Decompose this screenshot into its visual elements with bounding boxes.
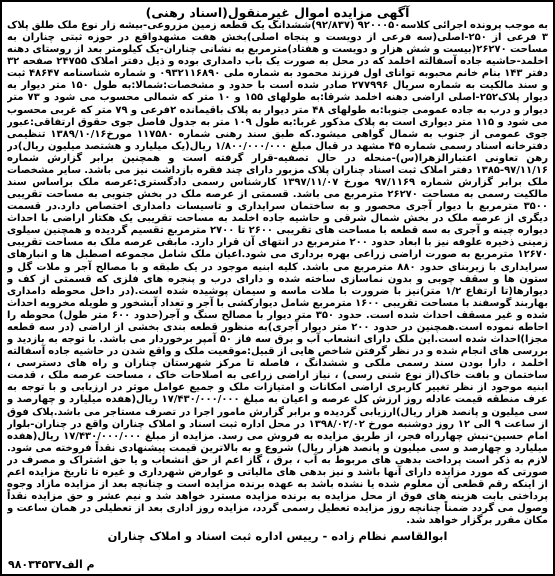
notice-body: به موجب پرونده اجرائی کلاسه۹۲۰۰۰۵۰ (۹۲/۸۳۷)ششدانگ یک قطعه زمین مزروعی-بیشه زار نوع ملک طلق پلاک ۳ فرعی از ۲۵۰-اصلی(سه فرعی از دویست و پنجاه اصلی)بخش هفت مشهدواقع در حوزه ثبتی چناران به مساحت ۲۶۲۷۰(بیست و شش هزار و دویست و هفتاد)مترمربع به نشانی چناران-یک کیلومتر بعد از روستای دهنه اخلمد-حاشیه جاده آسفالته اخلمد که در محل به صورت یک باب دامداری بوده و ذیل دفتر املاک ۲۴۷۵۵ صفحه ۳۲ دفتر ۱۴۳ بنام خانم محبوبه توانای اول فرزند محمود به شماره ملی ۰۹۳۲۱۱۶۸۹۰ و شماره شناسنامه ۴۸۶۴۷ ثبت و سند مالکیت به شماره سریال ۲۷۷۹۹۶ صادر شده است با حدود و مشخصات:شمالا:به طول ۱۵۰ متر دیوار به دیوار پلاک۲۵۲-اصلی اراضی دهنه اخلمد شرقا:به طولهای ۱۵۵ و ۱۰ متر که شمالی محسوب می شود و ۷۳ متر دیوار و درب به جاده عمومی جنوبا:به طولهای ۴۸ متر دیوار به پلاک باقیمانده ۲فرعی و ۷۹ متر که غربی محسوب می شود و ۱۱۵ متر دیواری است به پلاک مذکور غربا:به طول ۱۰۹ متر به جدول فاصل جوی حقوق ارتفاقی:عبور جوی عمومی از جنوب به شمال گواهی میشود.که طبق سند رهنی شماره ۱۱۷۵۸۰ مورخ۱۳۸۹/۱۰/۱۶ تنظیمی دفترخانه اسناد رسمی شماره ۴۵ مشهد در قبال مبلغ ۱/۸۰۰/۰۰۰/۰۰۰ ریال(یک میلیارد و هشتصد میلیون ریال)در رهن تعاونی اعتبارالزهرا(س)-منحله در حال تصفیه-قرار گرفته است و همچنین برابر گزارش شماره ۹۷/۱۱/۱۶-۱۳۸۵ دفتر املاک ثبت اسناد چناران پلاک مزبور دارای چند فقره بازداشت نیز می باشد. سایر مشخصات ملک برابر گزارش شماره ۹۷/۱۱۶۹ مورخ ۱۳۹۷/۱۱/۰۷ کارشناس رسمی دادگستری:عرصه ملک براساس سند مالکیت رسمی به مساحت ۲۶۲۷۰ مترمربع می باشد. قسمتی از عرصه ملک در بخش جنوبی به مساحت تقریبی ۳۵۰۰ مترمربع با دیوار آجری محصور و به ساختمان سرایداری و تاسیسات دامداری اختصاص دارد.در قسمت دیگری از عرصه ملک در بخش شمال شرقی و حاشیه جاده اخلمد به مساحت تقریبی یک هکتار اراضی با احداث دیواره چینه و آجری به سه قطعه با مساحت های تقریبی ۲۶۰۰ تا ۲۷۰۰ مترمربع تقسیم گردیده و همچنین سیلوی زمینی ذخیره علوفه نیز با ابعاد حدود ۲۰۰ مترمربع در انتهای آن قرار دارد. مابقی عرصه ملک به مساحت تقریبی ۱۲۶۷۰ مترمربع به صورت اراضی زراعی بهره برداری می شود.اعیان ملک شامل مجموعه اصطبل ها و انبارهای سرایداری با زیربنای حدود ۸۸۰ مترمربع می باشد. کلیه ابنیه موجود در یک طبقه و با مصالح آجر و ملات گل و ستون ها و سقف چوبی و بدون نماسازی ساخته شده و دارای درب و پنجره های فلزی که قسمتی از کف و دیوارها(تا ارتفاع ۱/۲ متر)نیز با ضرورت با ملات ماسه و سیمان پوشیده شده است.(در داخل محوطه دامداری بهاربند گوسفند با مساحت تقریبی ۱۶۰۰ مترمربع شامل دیوارکشی با آجر و تعداد آبشخور و طویله مخروبه احداث شده و غیر مسقف احداث شده است. حدود ۳۵۰ متر دیوار با مصالح سنگ و آجر(حدود ۶۰۰ متر طول) محوطه را احاطه نموده است.همچنین در حدود ۲۰۰ متر دیوار آجری)به منظور قطعه بندی بخشی از اراضی (در سه قطعه مجزا)احداث شده است.این ملک دارای انشعاب آب و برق سه فاز ۵۰ آمپر برخوردار می باشد. با توجه به بازدید و بررسی های انجام شده و در نظر گرفتن شاخص هایی از قبیل:موقعیت ملک و واقع شدن در حاشیه جاده آسفالته اخلمد ، دارا بودن سند رسمی ملکی و ششدانگ ، فاصله تا مرکز شهرستان چناران و راه های دسترسی ، ساختمان و بافت خاک(از نوع شنی رسی) ، نیاز اراضی زراعی به اصلاحات خاک ، مساحت عرصه ملک ، قدمت ابنیه موجود از نظر تغییر کاربری اراضی امکانات و امتیازات ملک و جمیع عوامل موثر در ارزیابی و با توجه به عرف منطقه قیمت عادله روز ارزش کل عرصه و اعیان به مبلغ ۱۷/۴۳۰/۰۰۰/۰۰۰ ریال(هفده میلیارد و چهارصد و سی میلیون و پانصد هزار ریال)ارزیابی گردیده و برابر گزارش مامور اجرا در تصرف مستاجر می باشد.پلاک فوق از ساعت ۹ الی ۱۲ روز دوشنبه مورخ ۱۳۹۸/۰۲/۰۲ در محل اداره ثبت اسناد و املاک چناران واقع در چناران-بلوار امام حسین-نبش چهارراه فجر، از طریق مزایده به فروش می رسد. مزایده از مبلغ ۱۷/۴۳۰/۰۰۰/۰۰۰ ریال(هفده میلیارد و چهارصد و سی میلیون و پانصد هزار ریال) شروع و به بالاترین قیمت پیشنهادی نقداً فروخته می شود. لازم به ذکر است پرداخت بدهی های مربوط به آب ، برق ، گاز اعم از حق انشعاب و یا حق اشتراک و مصرف در صورتی که مورد مزایده دارای آنها باشد و نیز بدهی های مالیاتی و عوارض شهرداری و غیره تا تاریخ مزایده اعم از اینکه رقم قطعی آن معلوم شده یا نشده باشد به عهده برنده مزایده است و چنانچه بعد از مزایده مازاد وجوه پرداختی بابت هزینه های فوق از محل مزایده به برنده مزایده مسترد خواهد شد و نیم عشر و حق مزایده نقداً وصول می گردد ضمناً چنانچه روز مزایده تعطیل رسمی گردد، مزایده روز اداری بعد از تعطیلی در همان ساعت و مکان مقرر برگزار خواهد شد. xyxy=(7,20,548,527)
notice-signature: ابوالقاسم نظام زاده - رییس اداره ثبت اسناد و املاک چناران xyxy=(107,529,448,543)
notice-title: آگهی مزایده اموال غیرمنقول(اسناد رهنی) xyxy=(145,5,410,20)
notice-code: م الف۹۸۰۳۴۵۳۷ xyxy=(8,558,95,571)
